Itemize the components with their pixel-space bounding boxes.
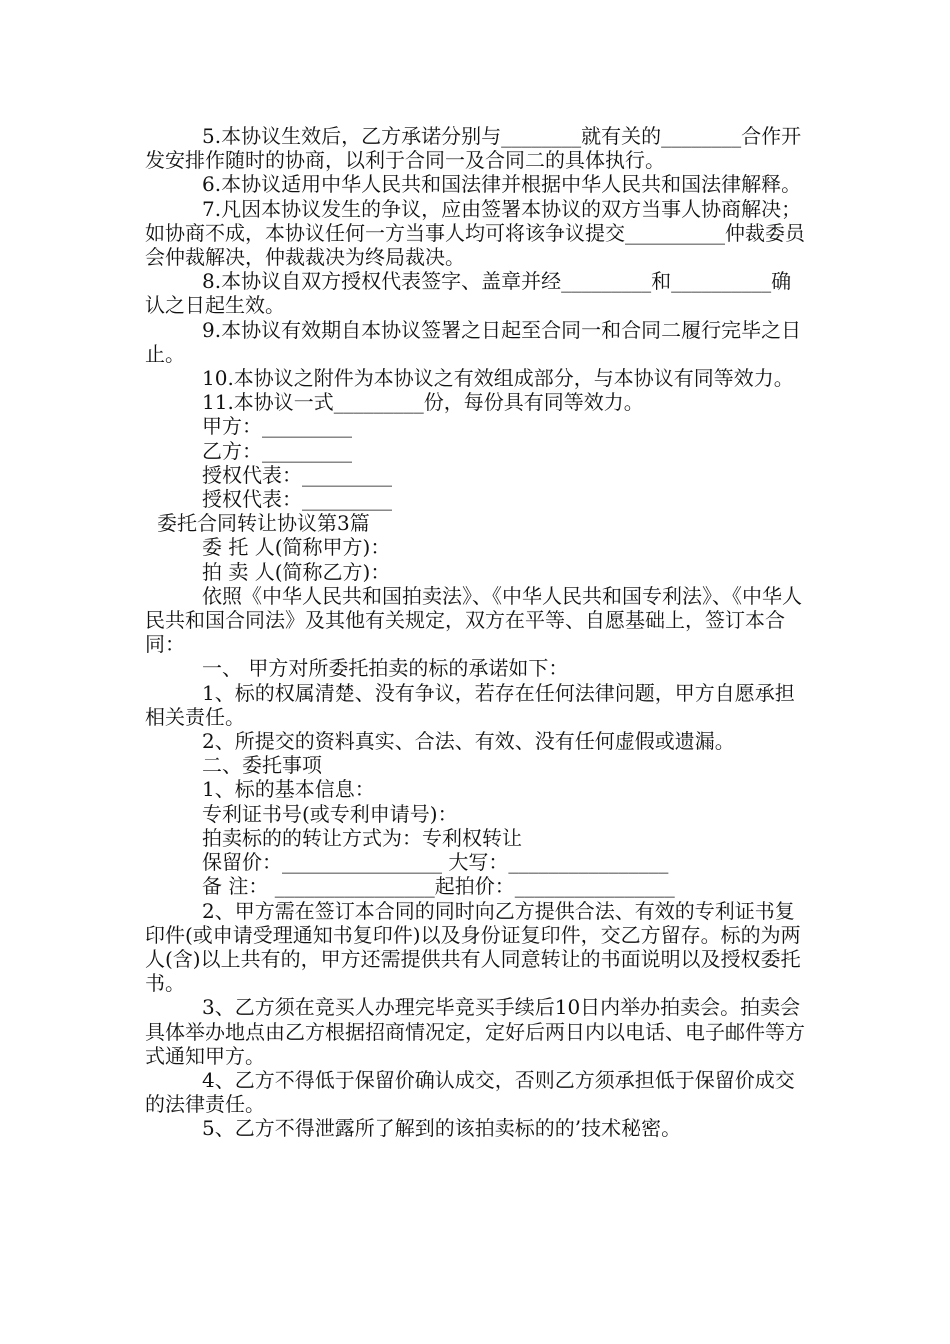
- paragraph: 备 注： ________________起拍价：________________: [202, 874, 675, 899]
- paragraph: 委 托 人(简称甲方)：: [202, 535, 391, 560]
- paragraph: 专利证书号(或专利申请号)：: [202, 801, 458, 826]
- paragraph: 1、标的基本信息：: [202, 777, 375, 802]
- signature-line-representative: 授权代表：_________: [202, 462, 392, 487]
- paragraph: 2、甲方需在签订本合同的同时向乙方提供合法、有效的专利证书复印件(或申请受理通知书复印件)以及身份证复印件，交乙方留存。标的为两人(含)以上共有的，甲方还需提供共有人同意转让的书面说明以及授权委托书。: [145, 898, 801, 996]
- paragraph: 3、乙方须在竞买人办理完毕竞买手续后10日内举办拍卖会。拍卖会具体举办地点由乙方根据招商情况定，定好后两日内以电话、电子邮件等方式通知甲方。: [145, 995, 805, 1068]
- paragraph: 6.本协议适用中华人民共和国法律并根据中华人民共和国法律解释。: [202, 172, 802, 197]
- paragraph: 10.本协议之附件为本协议之有效组成部分，与本协议有同等效力。: [202, 366, 794, 391]
- signature-line-party-a: 甲方：_________: [202, 414, 352, 439]
- signature-line-party-b: 乙方：_________: [202, 438, 352, 463]
- paragraph: 一、 甲方对所委托拍卖的标的承诺如下：: [202, 656, 569, 681]
- paragraph: 8.本协议自双方授权代表签字、盖章并经_________和__________确认之日起生效。: [145, 269, 792, 318]
- paragraph: 5、乙方不得泄露所了解到的该拍卖标的的’技术秘密。: [202, 1116, 682, 1141]
- signature-line-representative: 授权代表：_________: [202, 487, 392, 512]
- paragraph: 依照《中华人民共和国拍卖法》、《中华人民共和国专利法》、《中华人民共和国合同法》及其他有关规定，双方在平等、自愿基础上，签订本合同：: [145, 583, 802, 657]
- paragraph: 拍卖标的的转让方式为：专利权转让: [202, 825, 522, 850]
- paragraph: 1、标的权属清楚、没有争议，若存在任何法律问题，甲方自愿承担相关责任。: [145, 680, 795, 729]
- paragraph: 拍 卖 人(简称乙方)：: [202, 559, 391, 584]
- paragraph: 保留价：________________ 大写：________________: [202, 850, 669, 875]
- paragraph: 二、委托事项: [202, 753, 322, 778]
- paragraph: 2、所提交的资料真实、合法、有效、没有任何虚假或遗漏。: [202, 729, 735, 754]
- document-body: [145, 124, 810, 1141]
- paragraph: 7.凡因本协议发生的争议，应由签署本协议的双方当事人协商解决；如协商不成，本协议任何一方当事人均可将该争议提交__________仲裁委员会仲裁解决，仲裁裁决为终局裁决。: [145, 196, 805, 270]
- paragraph: 9.本协议有效期自本协议签署之日起至合同一和合同二履行完毕之日止。: [145, 317, 802, 366]
- section-title: 委托合同转让协议第3篇: [157, 511, 370, 536]
- paragraph: 11.本协议一式_________份，每份具有同等效力。: [202, 390, 644, 415]
- paragraph: 4、乙方不得低于保留价确认成交，否则乙方须承担低于保留价成交的法律责任。: [145, 1067, 795, 1117]
- paragraph: 5.本协议生效后，乙方承诺分别与________就有关的________合作开发安排作随时的协商，以利于合同一及合同二的具体执行。: [145, 124, 802, 173]
